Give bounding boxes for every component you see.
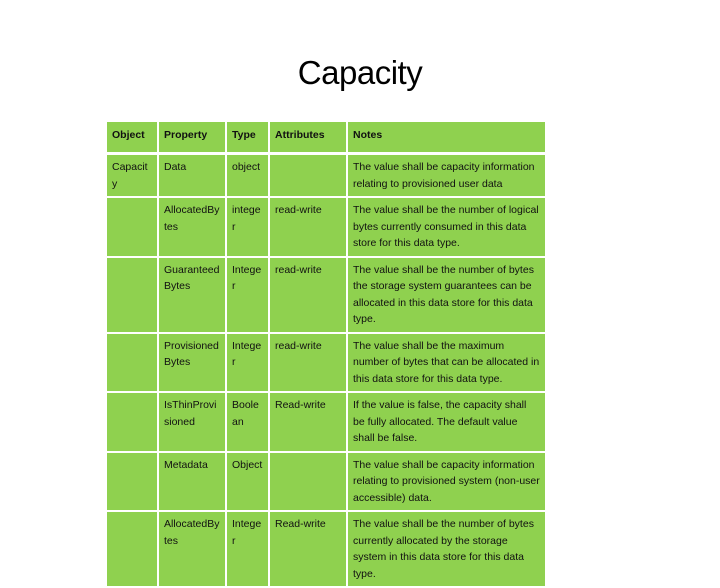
cell-type: Integer bbox=[226, 257, 269, 333]
cell-type: Integer bbox=[226, 511, 269, 587]
table-row bbox=[106, 154, 546, 198]
table-row bbox=[106, 197, 546, 257]
table-row bbox=[106, 511, 546, 587]
cell-attributes: Read-write bbox=[269, 511, 347, 587]
cell-object bbox=[106, 511, 158, 587]
table-row bbox=[106, 392, 546, 452]
cell-attributes bbox=[269, 154, 347, 198]
cell-notes: If the value is false, the capacity shall be fully allocated. The default value shall be false. bbox=[347, 392, 546, 452]
cell-object bbox=[106, 197, 158, 257]
cell-attributes: read-write bbox=[269, 257, 347, 333]
cell-attributes bbox=[269, 452, 347, 512]
header-property: Property bbox=[158, 121, 226, 154]
cell-type: Boolean bbox=[226, 392, 269, 452]
cell-attributes: read-write bbox=[269, 333, 347, 393]
table-header-row bbox=[106, 121, 546, 154]
header-notes: Notes bbox=[347, 121, 546, 154]
cell-property: IsThinProvisioned bbox=[158, 392, 226, 452]
cell-property: AllocatedBytes bbox=[158, 197, 226, 257]
cell-type: object bbox=[226, 154, 269, 198]
slide-title: Capacity bbox=[297, 54, 423, 91]
cell-notes: The value shall be capacity information relating to provisioned system (non-user accessible) data. bbox=[347, 452, 546, 512]
cell-property: ProvisionedBytes bbox=[158, 333, 226, 393]
table-row bbox=[106, 333, 546, 393]
cell-object bbox=[106, 392, 158, 452]
cell-notes: The value shall be the number of bytes the storage system guarantees can be allocated in this data store for this data type. bbox=[347, 257, 546, 333]
header-type: Type bbox=[226, 121, 269, 154]
cell-object bbox=[106, 257, 158, 333]
table-row bbox=[106, 452, 546, 512]
capacity-properties-table bbox=[105, 120, 547, 588]
cell-type: Integer bbox=[226, 333, 269, 393]
cell-notes: The value shall be the number of bytes currently allocated by the storage system in this data store for this data type. bbox=[347, 511, 546, 587]
cell-object bbox=[106, 333, 158, 393]
header-attributes: Attributes bbox=[269, 121, 347, 154]
cell-object: Capacity bbox=[106, 154, 158, 198]
cell-notes: The value shall be the maximum number of bytes that can be allocated in this data store for this data type. bbox=[347, 333, 546, 393]
cell-object bbox=[106, 452, 158, 512]
cell-notes: The value shall be the number of logical bytes currently consumed in this data store for this data type. bbox=[347, 197, 546, 257]
cell-property: Metadata bbox=[158, 452, 226, 512]
header-object: Object bbox=[106, 121, 158, 154]
cell-property: GuaranteedBytes bbox=[158, 257, 226, 333]
table-row bbox=[106, 257, 546, 333]
cell-property: Data bbox=[158, 154, 226, 198]
cell-property: AllocatedBytes bbox=[158, 511, 226, 587]
cell-type: integer bbox=[226, 197, 269, 257]
cell-attributes: read-write bbox=[269, 197, 347, 257]
cell-notes: The value shall be capacity information relating to provisioned user data bbox=[347, 154, 546, 198]
cell-attributes: Read-write bbox=[269, 392, 347, 452]
cell-type: Object bbox=[226, 452, 269, 512]
